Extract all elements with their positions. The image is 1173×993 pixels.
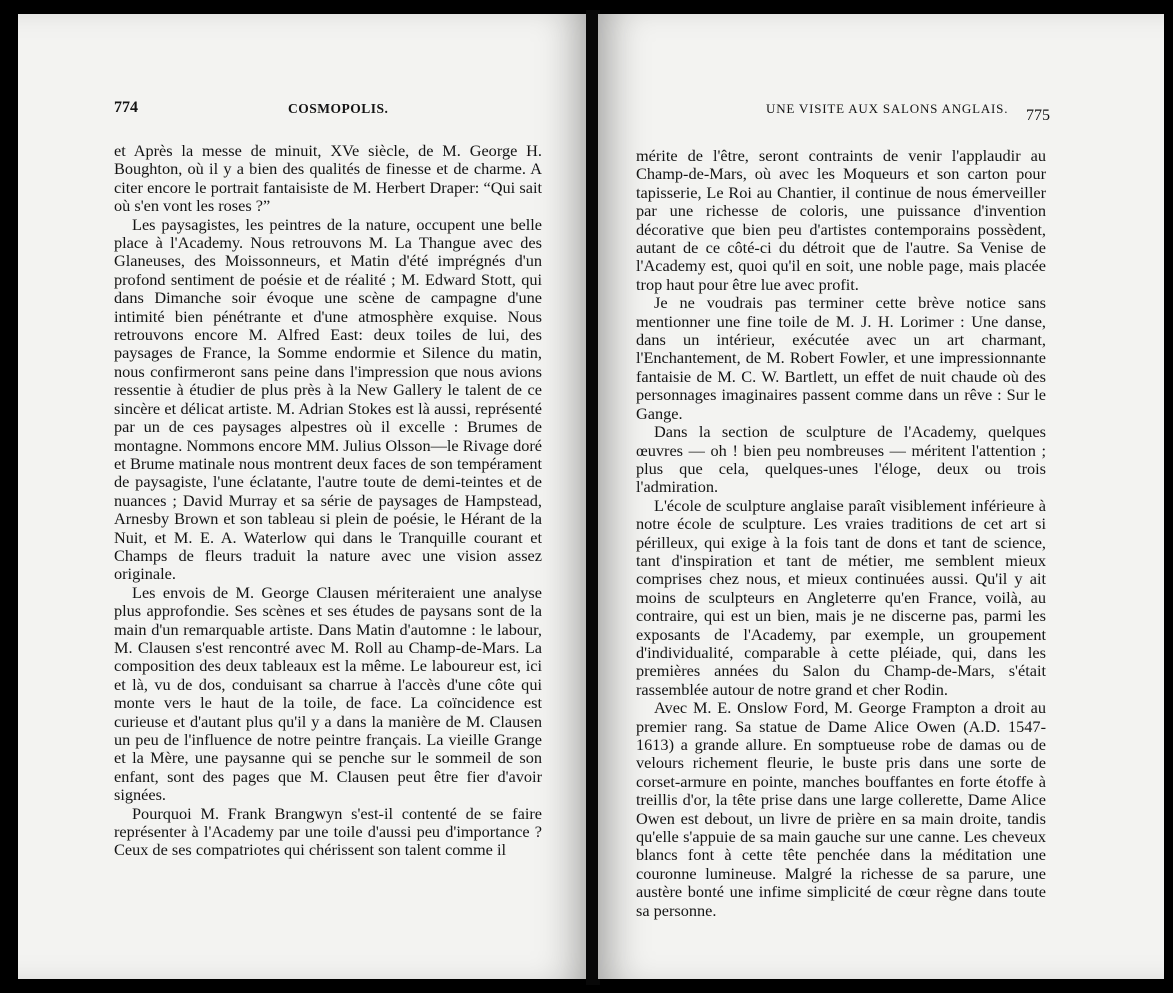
- right-page: [598, 14, 1164, 979]
- paragraph: L'école de sculpture anglaise paraît visiblement inférieure à notre école de sculpture. Les vraies traditions de cet art si périlleux, qui exige à la fois tant de dons et tant de science, tant d'inspiration et tant de métier, me semblent mieux comprises chez nous, et mieux continuées aussi. Qu'il y ait moins de sculpteurs en Angleterre qu'en France, voilà, au contraire, qui est un bien, mais je ne discerne pas, parmi les exposants de l'Academy, par exemple, un groupement d'individualité, comparable à cette pléiade, qui, dans les premières années du Salon du Champ-de-Mars, s'était rassemblée autour de notre grand et cher Rodin.: [636, 495, 1046, 699]
- running-title: UNE VISITE AUX SALONS ANGLAIS.: [766, 101, 1009, 116]
- paragraph: Avec M. E. Onslow Ford, M. George Frampton a droit au premier rang. Sa statue de Dame Alice Owen (A.D. 1547-1613) a grande allure. En somptueuse robe de damas ou de velours richement fleurie, le buste pris dans une sorte de corset-armure en pointe, manches bouffantes en forte étoffe à treillis d'or, la tête prise dans une large collerette, Dame Alice Owen est debout, un livre de prière en sa main droite, tandis qu'elle s'appuie de sa main gauche sur une canne. Les cheveux blancs font à cette tête penchée dans la méditation une couronne lumineuse. Malgré la richesse de sa parure, une austère bonté une infime simplicité de cœur règne dans toute sa personne.: [636, 698, 1046, 920]
- running-title: COSMOPOLIS.: [288, 101, 389, 116]
- paragraph: Les envois de M. George Clausen mériteraient une analyse plus approfondie. Ses scènes et ses études de paysans sont de la main d'un remarquable artiste. Dans Matin d'automne : le labour, M. Clausen s'est rencontré avec M. Roll au Champ-de-Mars. La composition des deux tableaux est la même. Le laboureur est, ici et là, vu de dos, conduisant sa charrue à l'accès d'une côte qui monte vers le haut de la toile, de face. La coïncidence est curieuse et d'autant plus qu'il y a dans la manière de M. Clausen un peu de l'influence de notre peintre français. La vieille Grange et la Mère, une paysanne qui se penche sur le sommeil de son enfant, sont des pages que M. Clausen peut être fier d'avoir signées.: [114, 582, 542, 805]
- paragraph: Les paysagistes, les peintres de la nature, occupent une belle place à l'Academy. Nous retrouvons M. La Thangue avec des Glaneuses, des Moissonneurs, et Matin d'été imprégnés d'un profond sentiment de poésie et de réalité ; M. Edward Stott, qui dans Dimanche soir évoque une scène de campagne d'une intimité bien pénétrante et d'une atmosphère exquise. Nous retrouvons encore M. Alfred East: deux toiles de lui, des paysages de France, la Somme endormie et Silence du matin, nous confirmeront sans peine dans l'impression que nous avions ressentie à étudier de plus près à la New Gallery le talent de ce sincère et délicat artiste. M. Adrian Stokes est là aussi, représenté par un de ces paysages alpestres où il excelle : Brumes de montagne. Nommons encore MM. Julius Olsson—le Rivage doré et Brume matinale nous montrent deux faces de son tempérament de paysagiste, l'une éclatante, l'autre toute de demi-teintes et de nuances ; David Murray et sa série de paysages de Hampstead, Arnesby Brown et son tableau si plein de poésie, le Hérant de la Nuit, et M. E. A. Waterlow qui dans le Tranquille courant et Champs de fleurs traduit la nature avec une vision assez originale.: [114, 214, 542, 584]
- paragraph: et Après la messe de minuit, XVe siècle, de M. George H. Boughton, où il y a bien des qualités de finesse et de charme. A citer encore le portrait fantaisiste de M. Herbert Draper: “Qui sait où s'en vont les roses ?”: [114, 141, 542, 216]
- page-number: 774: [114, 99, 138, 116]
- paragraph: mérite de l'être, seront contraints de venir l'applaudir au Champ-de-Mars, où avec les Moqueurs et son carton pour tapisserie, Le Roi au Chantier, il continue de nous émerveiller par une richesse de coloris, une puissance d'invention décorative que bien peu d'artistes contemporains possèdent, autant de ce côté-ci du détroit que de l'autre. Sa Venise de l'Academy est, quoi qu'il en soit, une noble page, mais placée trop haut pour être lue avec profit.: [636, 146, 1046, 294]
- body-text: [636, 147, 1046, 920]
- paragraph: Je ne voudrais pas terminer cette brève notice sans mentionner une fine toile de M. J. H. Lorimer : Une danse, dans un intérieur, exécutée avec un art charmant, l'Enchantement, de M. Robert Fowler, et une impressionnante fantaisie de M. C. W. Bartlett, un effet de nuit chaude où des personnages imaginaires passent comme dans un rêve : Sur le Gange.: [636, 293, 1046, 423]
- paragraph: Dans la section de sculpture de l'Academy, quelques œuvres — oh ! bien peu nombreuses — méritent l'attention ; plus que cela, quelques-unes l'éloge, deux ou trois l'admiration.: [636, 422, 1046, 497]
- paragraph: Pourquoi M. Frank Brangwyn s'est-il contenté de se faire représenter à l'Academy par une toile d'aussi peu d'importance ? Ceux de ses compatriotes qui chérissent son talent comme il: [114, 803, 542, 860]
- body-text: [114, 142, 542, 860]
- page-number: 775: [1026, 107, 1050, 124]
- left-page: [18, 14, 588, 979]
